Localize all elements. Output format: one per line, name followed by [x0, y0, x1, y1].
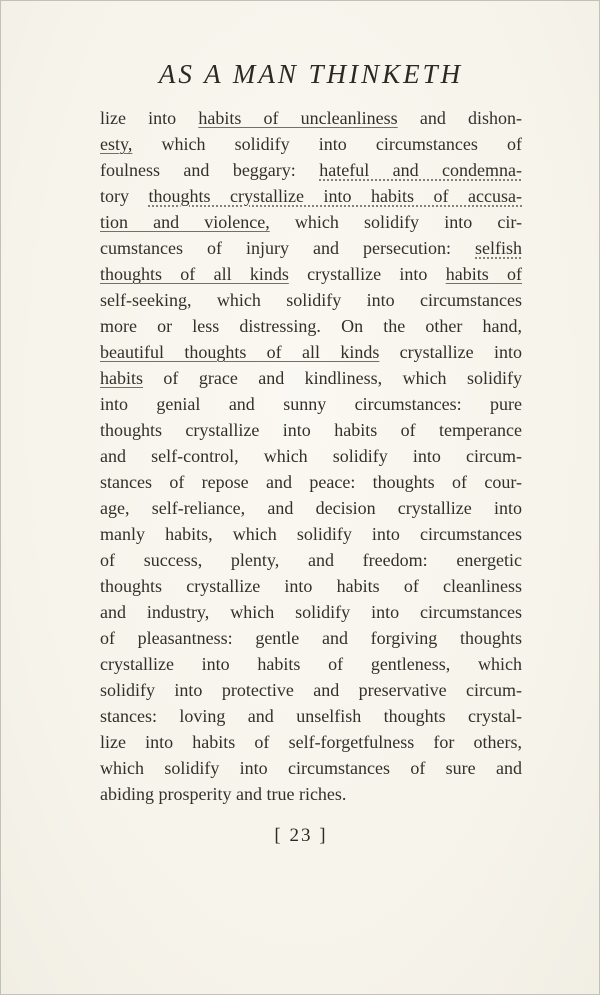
text-line	[100, 677, 522, 703]
underlined-text-segment: thoughts of all kinds	[100, 264, 289, 284]
text-line	[100, 625, 522, 651]
text-line	[100, 521, 522, 547]
text-segment: crystallize into habits of gentleness, which	[100, 654, 522, 674]
text-segment: of pleasantness: gentle and forgiving thoughts	[100, 628, 522, 648]
text-line	[100, 469, 522, 495]
text-line	[100, 287, 522, 313]
text-line	[100, 599, 522, 625]
text-line	[100, 209, 522, 235]
text-line	[100, 573, 522, 599]
underlined-text-segment: habits	[100, 368, 143, 388]
text-line	[100, 781, 522, 807]
text-segment: and dishon-	[397, 108, 522, 128]
text-line	[100, 365, 522, 391]
text-segment: and self-control, which solidify into circum-	[100, 446, 522, 466]
text-segment: stances: loving and unselfish thoughts crystal-	[100, 706, 522, 726]
text-segment: age, self-reliance, and decision crystallize into	[100, 498, 522, 518]
text-segment: lize into habits of self-forgetfulness for others,	[100, 732, 522, 752]
text-line	[100, 105, 522, 131]
text-line	[100, 703, 522, 729]
text-line	[100, 729, 522, 755]
text-segment: of grace and kindliness, which solidify	[143, 368, 522, 388]
underlined-text-segment: thoughts crystallize into habits of accusa-	[148, 186, 522, 206]
underlined-text-segment: hateful and condemna-	[319, 160, 522, 180]
text-line	[100, 157, 522, 183]
text-line	[100, 131, 522, 157]
running-title: AS A MAN THINKETH	[158, 59, 464, 89]
text-line	[100, 339, 522, 365]
underlined-text-segment: esty,	[100, 134, 133, 154]
page-number: [ 23 ]	[274, 825, 328, 846]
text-segment: and industry, which solidify into circumstances	[100, 602, 522, 622]
text-segment: more or less distressing. On the other hand,	[100, 316, 522, 336]
underlined-text-segment: tion and violence,	[100, 212, 270, 232]
text-line	[100, 313, 522, 339]
text-line	[100, 391, 522, 417]
text-line	[100, 235, 522, 261]
text-line	[100, 183, 522, 209]
underlined-text-segment: beautiful thoughts of all kinds	[100, 342, 380, 362]
text-segment: which solidify into circumstances of	[132, 134, 522, 154]
text-line	[100, 417, 522, 443]
text-segment: abiding prosperity and true riches.	[100, 784, 347, 804]
text-segment: manly habits, which solidify into circumstances	[100, 524, 522, 544]
text-segment: stances of repose and peace: thoughts of cour-	[100, 472, 522, 492]
text-segment: into genial and sunny circumstances: pure	[100, 394, 522, 414]
text-segment: crystallize into	[288, 264, 446, 284]
text-segment: which solidify into circumstances of sure and	[100, 758, 522, 778]
text-segment: crystallize into	[379, 342, 522, 362]
text-line	[100, 495, 522, 521]
text-segment: lize into	[100, 108, 199, 128]
underlined-text-segment: habits of uncleanliness	[198, 108, 398, 128]
text-segment: tory	[100, 186, 149, 206]
text-segment: self-seeking, which solidify into circumstances	[100, 290, 522, 310]
underlined-text-segment: habits of	[445, 264, 522, 284]
text-segment: thoughts crystallize into habits of temperance	[100, 420, 522, 440]
text-segment: solidify into protective and preservative circum-	[100, 680, 522, 700]
text-segment: foulness and beggary:	[100, 160, 320, 180]
text-segment: which solidify into cir-	[269, 212, 522, 232]
text-segment: of success, plenty, and freedom: energetic	[100, 550, 522, 570]
text-line	[100, 547, 522, 573]
body-text	[100, 105, 522, 807]
underlined-text-segment: selfish	[475, 238, 522, 258]
text-line	[100, 651, 522, 677]
text-segment: cumstances of injury and persecution:	[100, 238, 475, 258]
text-line	[100, 443, 522, 469]
text-segment: thoughts crystallize into habits of cleanliness	[100, 576, 522, 596]
text-line	[100, 261, 522, 287]
text-line	[100, 755, 522, 781]
